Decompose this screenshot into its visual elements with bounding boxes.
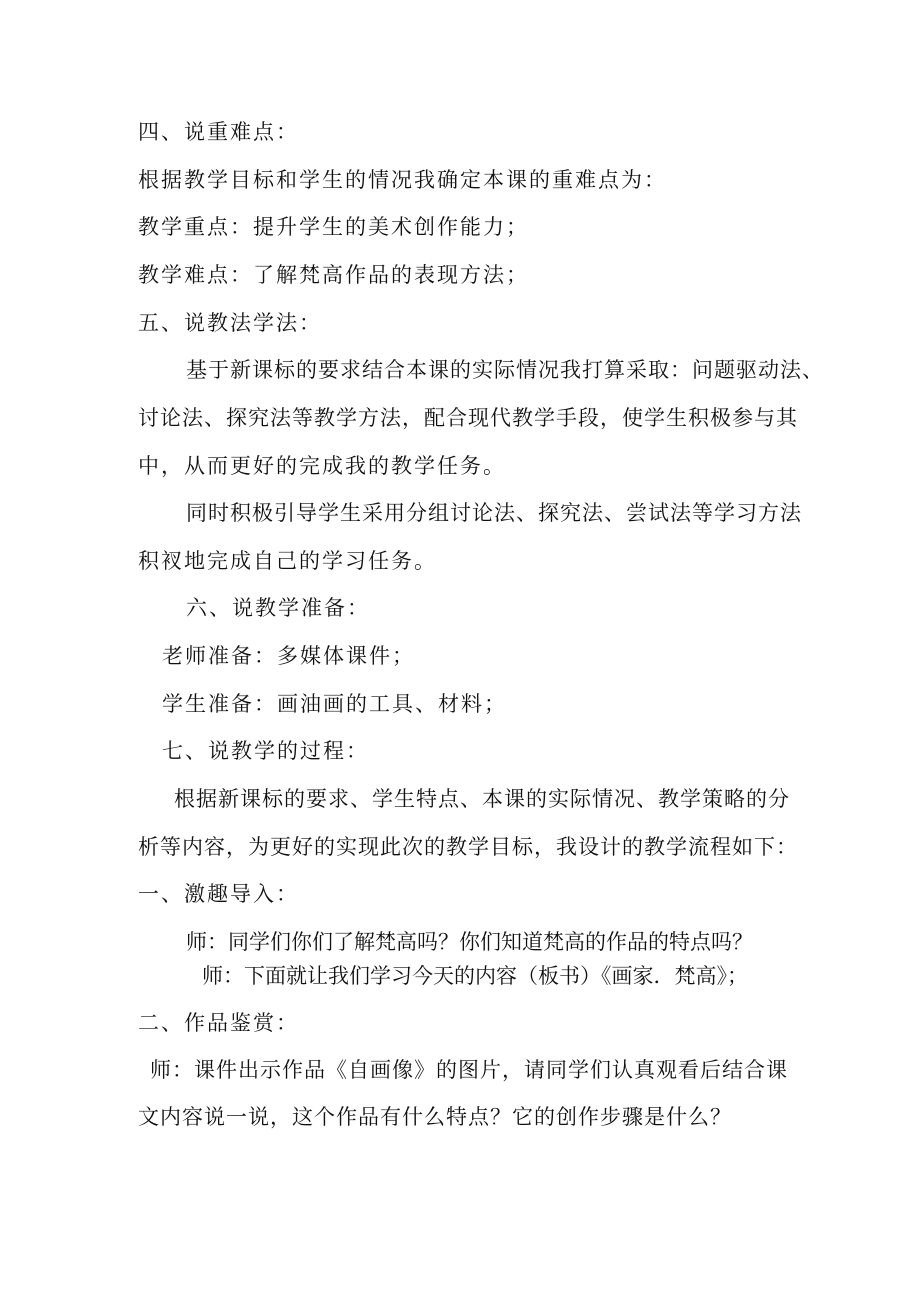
paragraph-line: 教学难点：了解梵高作品的表现方法； — [138, 263, 529, 287]
paragraph-line: 教学重点：提升学生的美术创作能力； — [138, 215, 529, 239]
paragraph-line: 老师准备：多媒体课件； — [162, 644, 415, 668]
paragraph-line: 积衩地完成自己的学习任务。 — [138, 549, 437, 573]
paragraph-line: 文内容说一说，这个作品有什么特点？它的创作步骤是什么？ — [138, 1105, 732, 1129]
paragraph-line: 同时积极引导学生采用分组讨论法、探究法、尝试法等学习方法 — [186, 501, 802, 525]
paragraph-line: 根据新课标的要求、学生特点、本课的实际情况、教学策略的分 — [174, 787, 790, 811]
paragraph-line: 中，从而更好的完成我的教学任务。 — [138, 454, 506, 478]
heading-subsection-2: 二、作品鉴赏： — [138, 1011, 299, 1035]
paragraph-line: 基于新课标的要求结合本课的实际情况我打算采取：问题驱动法、 — [186, 358, 824, 382]
heading-section-6: 六、说教学准备： — [186, 596, 370, 620]
paragraph-line: 师：同学们你们了解梵高吗？你们知道梵高的作品的特点吗？ — [186, 930, 753, 954]
paragraph-line: 学生准备：画油画的工具、材料； — [162, 692, 507, 716]
paragraph-line: 析等内容，为更好的实现此次的教学目标，我设计的教学流程如下： — [138, 835, 798, 859]
paragraph-line: 根据教学目标和学生的情况我确定本课的重难点为： — [138, 168, 667, 192]
paragraph-line: 讨论法、探究法等教学方法，配合现代教学手段，使学生积极参与其 — [138, 406, 798, 430]
heading-section-7: 七、说教学的过程： — [162, 739, 369, 763]
paragraph-line: 师：课件出示作品《自画像》的图片，请同学们认真观看后结合课 — [150, 1058, 788, 1082]
heading-section-5: 五、说教法学法： — [138, 311, 322, 335]
heading-section-4: 四、说重难点： — [138, 120, 299, 144]
paragraph-line: 师：下面就让我们学习今天的内容（板书）《画家．梵高》； — [202, 964, 748, 988]
heading-subsection-1: 一、激趣导入： — [138, 882, 299, 906]
